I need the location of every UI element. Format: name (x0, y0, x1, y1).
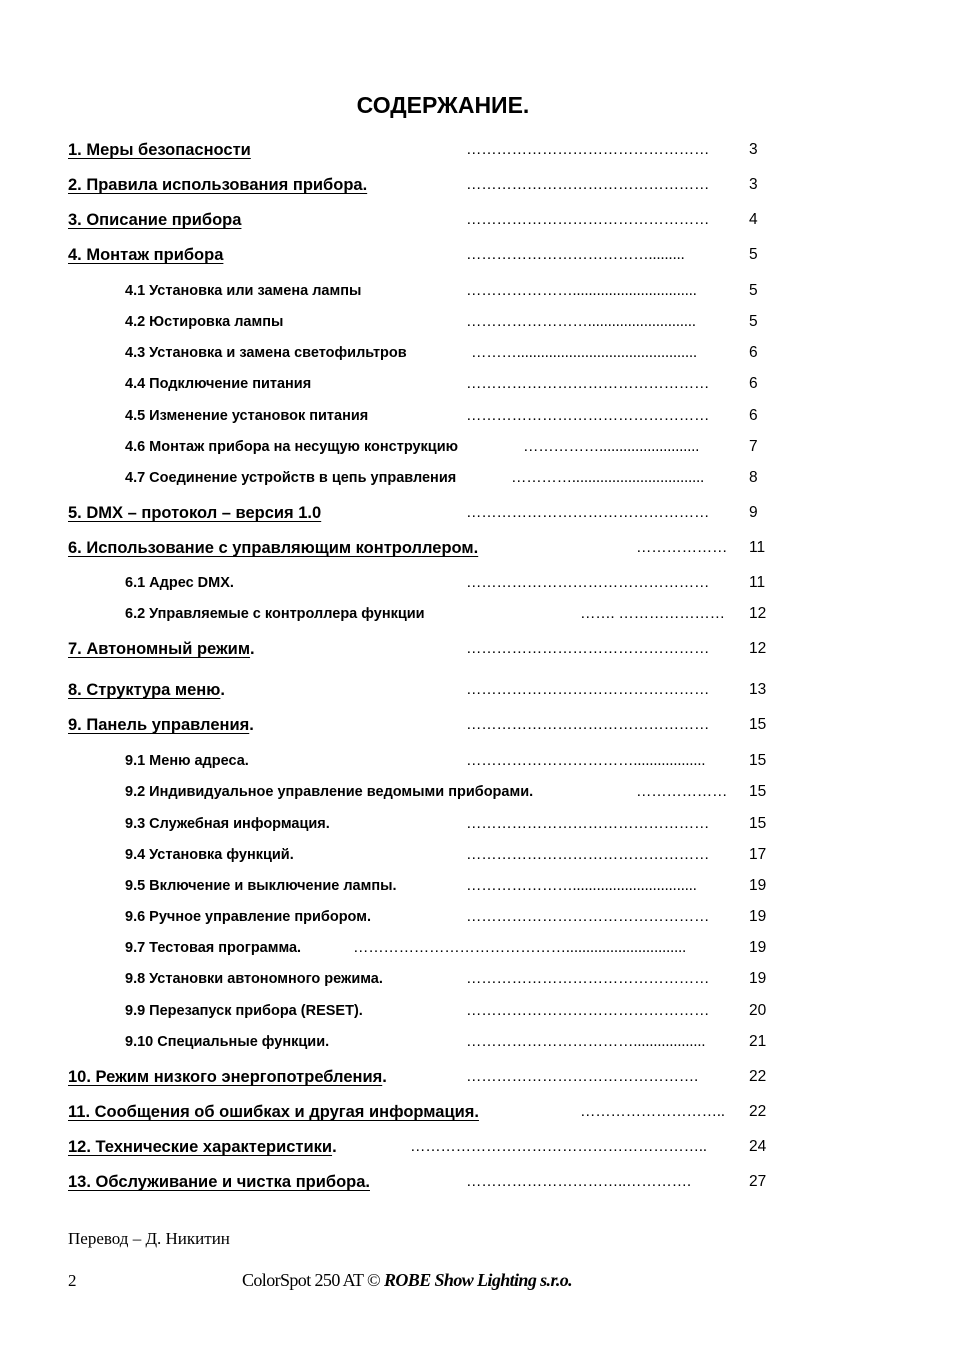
toc-label: 12. Технические характеристики. (68, 1138, 337, 1156)
toc-label: 4.3 Установка и замена светофильтров (125, 345, 407, 361)
toc-page: 15 (749, 752, 767, 769)
toc-label: 4.1 Установка или замена лампы (125, 283, 362, 299)
toc-label: 6. Использование с управляющим контроллером. (68, 539, 479, 557)
toc-leader: …………………............................... (466, 282, 697, 299)
toc-page: 5 (749, 313, 758, 330)
toc-page: 15 (749, 716, 767, 733)
toc-label: 9.3 Служебная информация. (125, 816, 330, 832)
page-number: 2 (68, 1271, 77, 1290)
toc-page: 20 (749, 1002, 767, 1019)
toc-label: 4. Монтаж прибора (68, 246, 224, 264)
toc-label: 3. Описание прибора (68, 211, 242, 229)
toc-label: 9.1 Меню адреса. (125, 753, 249, 769)
toc-label: 4.4 Подключение питания (125, 376, 312, 392)
toc-label: 4.5 Изменение установок питания (125, 408, 369, 424)
toc-page: 19 (749, 908, 767, 925)
toc-page: 19 (749, 939, 767, 956)
toc-page: 19 (749, 877, 767, 894)
toc-page: 15 (749, 815, 767, 832)
toc-leader: ……………… (636, 539, 728, 556)
toc-leader: ………………………………………… (466, 640, 710, 657)
toc-label: 8. Структура меню. (68, 681, 225, 699)
toc-leader: ……………… (636, 783, 728, 800)
toc-label: 9. Панель управления. (68, 716, 254, 734)
toc-page: 8 (749, 469, 758, 486)
toc-page: 21 (749, 1033, 767, 1050)
page-title: СОДЕРЖАНИЕ. (356, 92, 530, 118)
toc-page: 22 (749, 1103, 767, 1120)
toc-leader: ………………………………………… (466, 908, 710, 925)
toc-leader: …………………………….................. (466, 1033, 706, 1050)
toc-page: 6 (749, 375, 758, 392)
toc-page: 22 (749, 1068, 767, 1085)
toc-leader: ………………………………………… (466, 815, 710, 832)
toc-page: 4 (749, 211, 758, 228)
toc-label: 10. Режим низкого энергопотребления. (68, 1068, 387, 1086)
toc-page: 11 (749, 574, 766, 591)
toc-label: 1. Меры безопасности (68, 141, 251, 159)
toc-page: 12 (749, 640, 767, 657)
toc-leader: ………………………………………… (466, 970, 710, 987)
toc-label: 9.4 Установка функций. (125, 847, 294, 863)
toc-page: 3 (749, 176, 758, 193)
toc-leader: ………............................................. (471, 344, 697, 361)
toc-leader: ………………………………………. (466, 1068, 699, 1085)
toc-page: 19 (749, 970, 767, 987)
toc-page: 3 (749, 141, 758, 158)
toc-label: 9.2 Индивидуальное управление ведомыми приборами. (125, 784, 534, 800)
toc-leader: …………………………..…………. (466, 1173, 691, 1190)
toc-leader: ………………………………………… (466, 176, 710, 193)
toc-page: 9 (749, 504, 758, 521)
toc-page: 7 (749, 438, 758, 455)
toc-page: 13 (749, 681, 767, 698)
toc-leader: ………………………………………… (466, 716, 710, 733)
toc-leader: ………………………………………… (466, 504, 710, 521)
toc-page: 12 (749, 605, 767, 622)
toc-leader: …………................................. (511, 469, 705, 486)
toc-leader: ………………………………………… (466, 141, 710, 158)
toc-leader: ……………………........................... (466, 313, 696, 330)
toc-page: 6 (749, 344, 758, 361)
toc-label: 13. Обслуживание и чистка прибора. (68, 1173, 370, 1191)
toc-leader: ………………………………………………….. (410, 1138, 707, 1155)
toc-page: 5 (749, 282, 758, 299)
toc-leader: …………………………………….............................. (353, 939, 686, 956)
product-name: ColorSpot 250 AT © (242, 1270, 381, 1290)
toc-label: 9.5 Включение и выключение лампы. (125, 878, 397, 894)
toc-leader: ……………………….. (580, 1103, 725, 1120)
toc-page: 17 (749, 846, 767, 863)
toc-leader: ………………………………………… (466, 211, 710, 228)
toc-label: 11. Сообщения об ошибках и другая информация. (68, 1103, 479, 1121)
company-name: ROBE Show Lighting s.r.o. (383, 1270, 573, 1290)
toc-leader: ………………………………......... (466, 246, 685, 263)
translator-credit: Перевод – Д. Никитин (68, 1229, 230, 1248)
toc-label: 2. Правила использования прибора. (68, 176, 368, 194)
toc-page: 15 (749, 783, 767, 800)
toc-page: 24 (749, 1138, 767, 1155)
toc-page: 5 (749, 246, 758, 263)
toc-label: 7. Автономный режим. (68, 640, 255, 658)
toc-label: 6.1 Адрес DMX. (125, 575, 234, 591)
toc-label: 9.6 Ручное управление прибором. (125, 909, 371, 925)
toc-label: 9.7 Тестовая программа. (125, 940, 302, 956)
toc-label: 4.7 Соединение устройств в цепь управления (125, 470, 457, 486)
toc-leader: ………………………………………… (466, 407, 710, 424)
toc-leader: ………………………………………… (466, 846, 710, 863)
toc-label: 4.2 Юстировка лампы (125, 314, 284, 330)
toc-label: 4.6 Монтаж прибора на несущую конструкцию (125, 439, 459, 455)
toc-leader: ………………………………………… (466, 574, 710, 591)
toc-leader: …………………............................... (466, 877, 697, 894)
toc-leader: ………………………………………… (466, 681, 710, 698)
toc-page: 11 (749, 539, 766, 556)
toc-leader: …………………………….................. (466, 752, 706, 769)
toc-page: 6 (749, 407, 758, 424)
footer-brand (242, 1270, 572, 1291)
toc-leader: ………………………………………… (466, 375, 710, 392)
toc-leader: ………………………………………… (466, 1002, 710, 1019)
toc-leader: ……. ………………… (580, 605, 725, 622)
toc-label: 5. DMX – протокол – версия 1.0 (68, 504, 322, 522)
toc-page: 27 (749, 1173, 767, 1190)
toc-label: 9.8 Установки автономного режима. (125, 971, 383, 987)
toc-label: 9.10 Специальные функции. (125, 1034, 330, 1050)
toc-label: 9.9 Перезапуск прибора (RESET). (125, 1003, 363, 1019)
toc-label: 6.2 Управляемые с контроллера функции (125, 606, 425, 622)
toc-leader: ……………......................... (523, 438, 700, 455)
